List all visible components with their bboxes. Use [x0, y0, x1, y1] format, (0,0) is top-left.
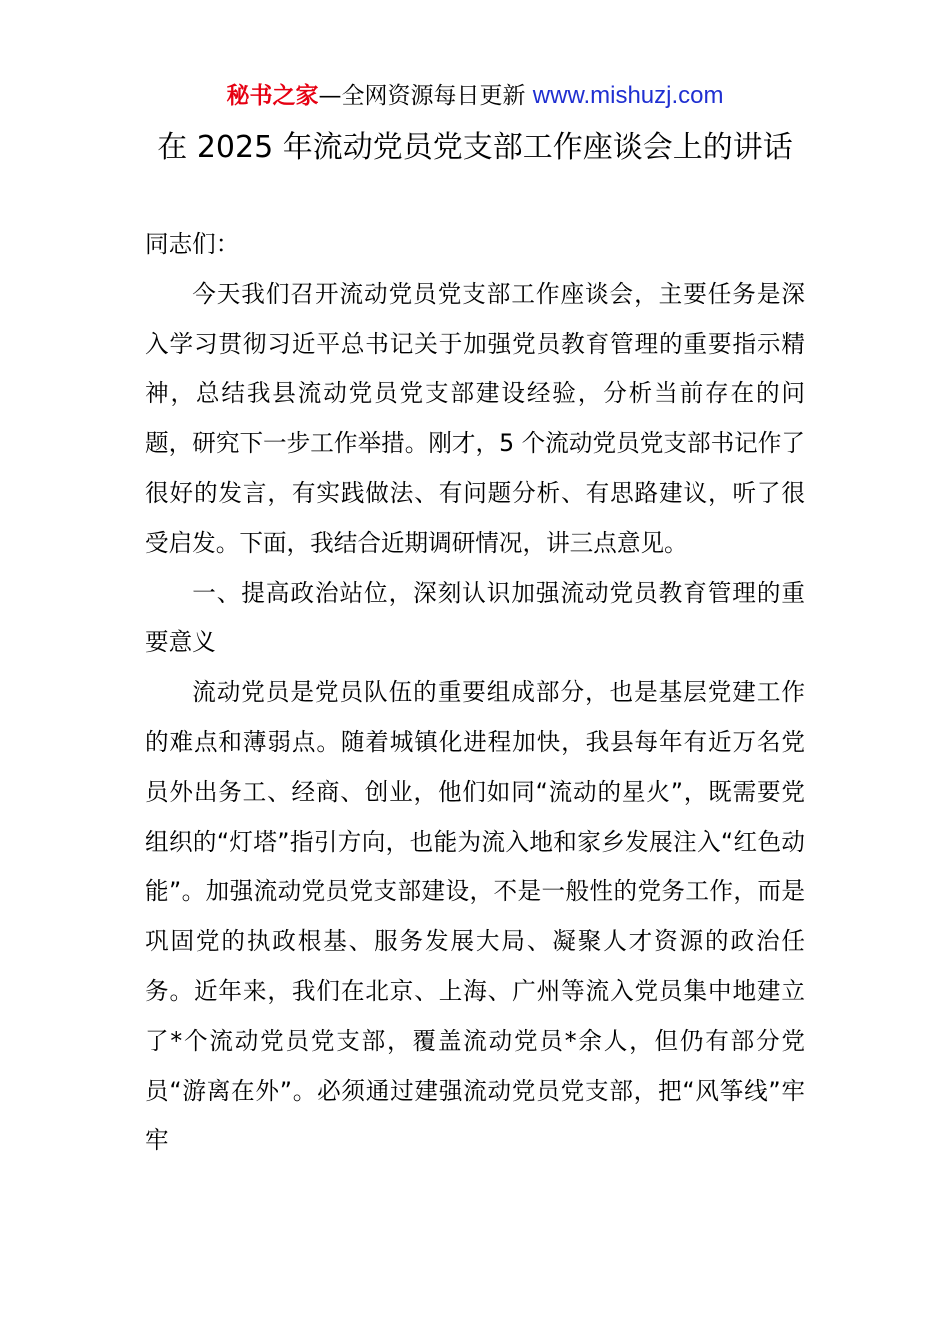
document-title: 在 2025 年流动党员党支部工作座谈会上的讲话: [157, 130, 793, 165]
paragraph-opening: 今天我们召开流动党员党支部工作座谈会，主要任务是深入学习贯彻习近平总书记关于加强党员教育管理的重要指示精神，总结我县流动党员党支部建设经验，分析当前存在的问题，研究下一步工作举措。刚才，5 个流动党员党支部书记作了很好的发言，有实践做法、有问题分析、有思路建议，听了很受启发。下面，我结合近期调研情况，讲三点意见。: [145, 279, 805, 557]
section-heading-1: 一、提高政治站位，深刻认识加强流动党员教育管理的重要意义: [145, 578, 805, 657]
paragraph-section-1: 流动党员是党员队伍的重要组成部分，也是基层党建工作的难点和薄弱点。随着城镇化进程加快，我县每年有近万名党员外出务工、经商、创业，他们如同“流动的星火”，既需要党组织的“灯塔”指引方向，也能为流入地和家乡发展注入“红色动能”。加强流动党员党支部建设，不是一般性的党务工作，而是巩固党的执政根基、服务发展大局、凝聚人才资源的政治任务。近年来，我们在北京、上海、广州等流入党员集中地建立了*个流动党员党支部，覆盖流动党员*余人，但仍有部分党员“游离在外”。必须通过建强流动党员党支部，把“风筝线”牢牢: [145, 678, 805, 1155]
site-slogan: —全网资源每日更新: [318, 83, 533, 109]
site-header: [0, 80, 950, 112]
site-url-link[interactable]: www.mishuzj.com: [532, 82, 724, 109]
site-name: 秘书之家: [226, 83, 319, 109]
document-body: [145, 220, 805, 1166]
salutation: 同志们：: [145, 230, 240, 258]
